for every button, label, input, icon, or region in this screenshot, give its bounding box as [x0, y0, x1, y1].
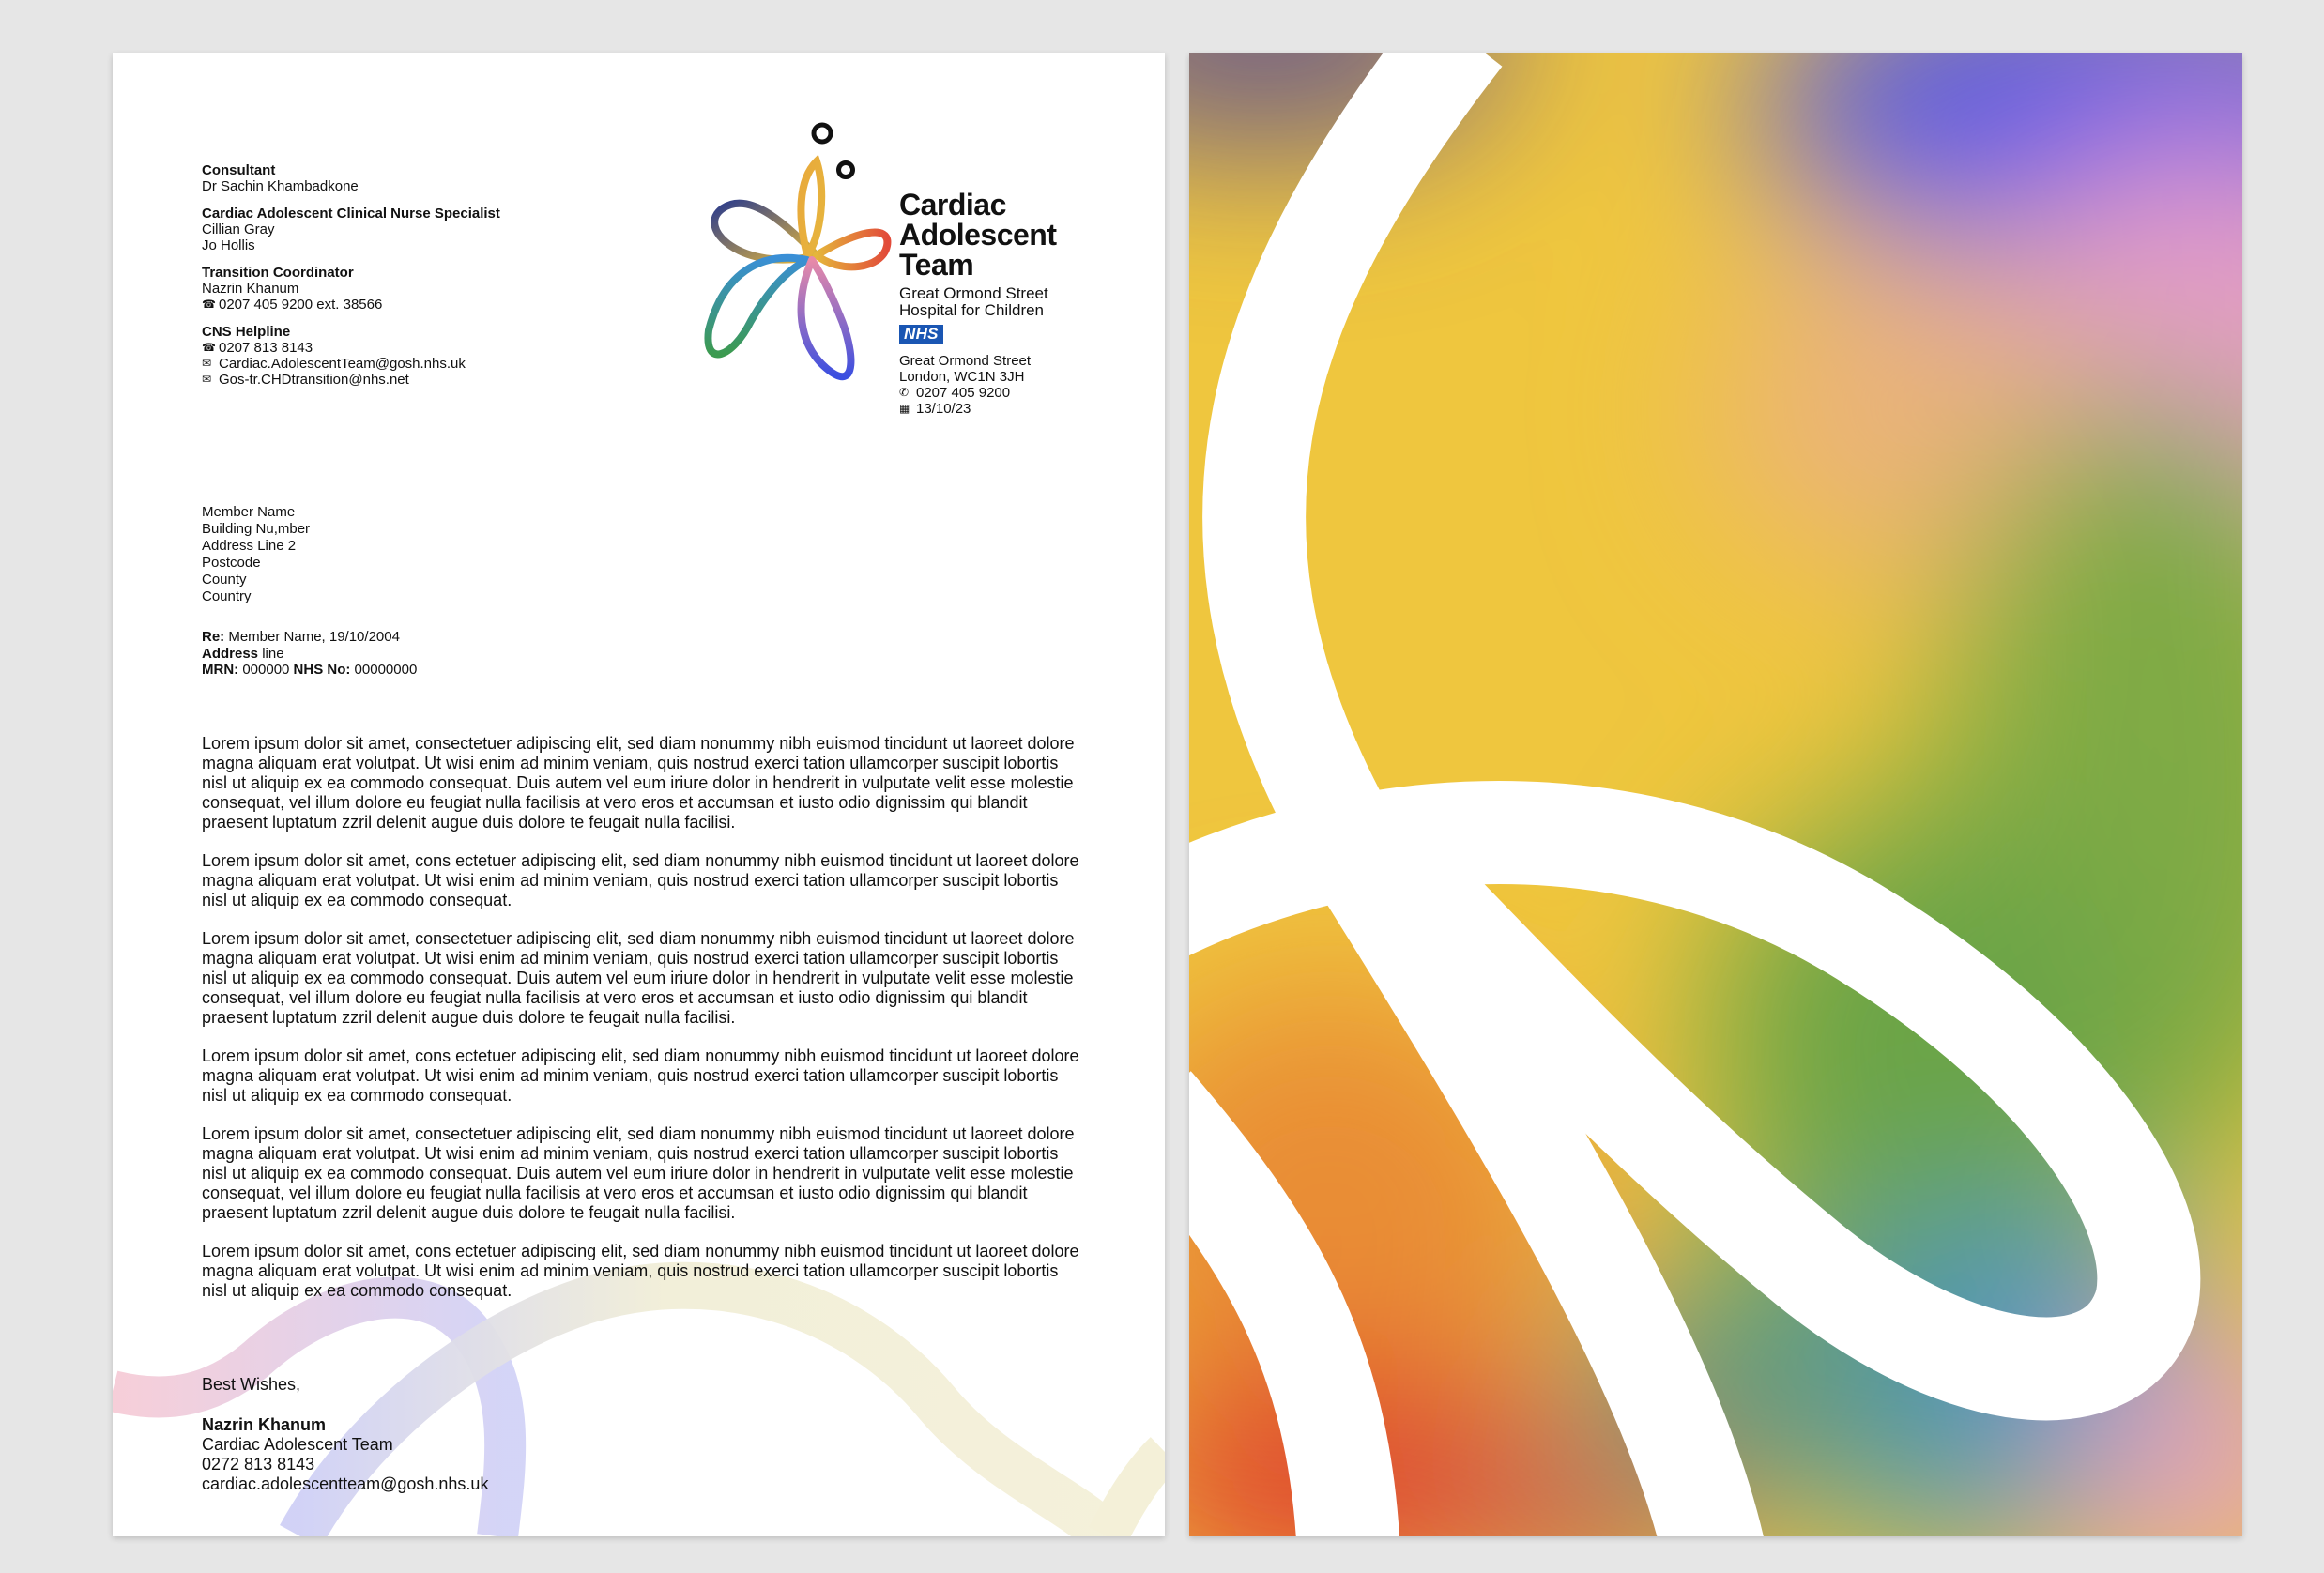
signature-name: Nazrin Khanum	[202, 1415, 327, 1434]
brand-subtitle-line: Hospital for Children	[899, 301, 1045, 319]
letter-body	[202, 734, 1084, 1320]
recipient-line: Member Name	[202, 504, 296, 520]
signature-block	[202, 1415, 488, 1494]
hospital-phone	[899, 385, 1134, 401]
contact-line	[202, 237, 765, 253]
reference-block	[202, 629, 417, 679]
address-city: London, WC1N 3JH	[899, 369, 1025, 385]
contact-line	[202, 178, 765, 194]
reference-address	[202, 646, 417, 663]
re-value: Member Name, 19/10/2004	[224, 629, 400, 645]
nhs-no-value: 00000000	[350, 662, 418, 678]
nhs-logo: NHS	[899, 325, 943, 344]
recipient-line: County	[202, 572, 247, 588]
contact-text: Jo Hollis	[202, 237, 255, 253]
contact-group	[202, 206, 765, 253]
body-paragraph: Lorem ipsum dolor sit amet, cons ectetuer adipiscing elit, sed diam nonummy nibh euismod tincidunt ut laoreet dolore magna aliquam erat volutpat. Ut wisi enim ad minim veniam, quis nostrud exerci tation ullamcorper suscipit lobortis nisl ut aliquip ex ea commodo consequat.	[202, 1046, 1079, 1105]
contact-line	[202, 297, 765, 313]
cover-artwork	[1189, 53, 2242, 1536]
recipient-line: Address Line 2	[202, 538, 297, 554]
cover-page	[1189, 53, 2242, 1536]
address-value: line	[258, 645, 284, 662]
address-street: Great Ormond Street	[899, 353, 1032, 369]
mrn-value: 000000	[238, 662, 294, 678]
contact-line	[202, 221, 765, 237]
recipient-line: Country	[202, 588, 252, 604]
contact-role: Consultant	[202, 162, 276, 178]
signature-phone: 0272 813 8143	[202, 1455, 315, 1474]
brand-title-line: Cardiac	[899, 188, 1006, 221]
recipient-line: Postcode	[202, 555, 261, 571]
contact-text: Dr Sachin Khambadkone	[202, 178, 359, 194]
contact-text: Nazrin Khanum	[202, 281, 299, 297]
logo-area	[685, 86, 1136, 462]
contact-text: 0207 405 9200 ext. 38566	[219, 297, 383, 313]
contact-line	[202, 340, 765, 356]
contact-text: Cardiac.AdolescentTeam@gosh.nhs.uk	[219, 356, 466, 372]
contact-line	[202, 281, 765, 297]
body-paragraph: Lorem ipsum dolor sit amet, consectetuer adipiscing elit, sed diam nonummy nibh euismod tincidunt ut laoreet dolore magna aliquam erat volutpat. Ut wisi enim ad minim veniam, quis nostrud exerci tation ullamcorper suscipit lobortis nisl ut aliquip ex ea commodo consequat. Duis autem vel eum iriure dolor in hendrerit in vulputate velit esse molestie consequat, vel illum dolore eu feugiat nulla facilisis at vero eros et accumsan et iusto odio dignissim qui blandit praesent luptatum zzril delenit augue duis dolore te feugait nulla facilisi.	[202, 1124, 1075, 1222]
signoff: Best Wishes,	[202, 1375, 301, 1394]
hospital-phone-text: 0207 405 9200	[916, 385, 1011, 401]
contact-role: Cardiac Adolescent Clinical Nurse Specialist	[202, 206, 500, 221]
recipient-line: Building Nu,mber	[202, 521, 311, 537]
reference-re	[202, 629, 417, 646]
contact-block	[202, 162, 765, 399]
brand-title-line: Adolescent	[899, 218, 1057, 252]
body-paragraph: Lorem ipsum dolor sit amet, consectetuer adipiscing elit, sed diam nonummy nibh euismod tincidunt ut laoreet dolore magna aliquam erat volutpat. Ut wisi enim ad minim veniam, quis nostrud exerci tation ullamcorper suscipit lobortis nisl ut aliquip ex ea commodo consequat. Duis autem vel eum iriure dolor in hendrerit in vulputate velit esse molestie consequat, vel illum dolore eu feugiat nulla facilisis at vero eros et accumsan et iusto odio dignissim qui blandit praesent luptatum zzril delenit augue duis dolore te feugait nulla facilisi.	[202, 734, 1075, 832]
body-paragraph: Lorem ipsum dolor sit amet, cons ectetuer adipiscing elit, sed diam nonummy nibh euismod tincidunt ut laoreet dolore magna aliquam erat volutpat. Ut wisi enim ad minim veniam, quis nostrud exerci tation ullamcorper suscipit lobortis nisl ut aliquip ex ea commodo consequat.	[202, 851, 1079, 909]
re-label: Re:	[202, 629, 225, 645]
brand-subtitle	[899, 285, 1134, 319]
phone-icon: ✆	[899, 386, 910, 399]
brand-title	[899, 190, 1134, 280]
nhs-no-label: NHS No:	[293, 662, 351, 678]
letter-page	[113, 53, 1165, 1536]
letter-date	[899, 401, 1134, 417]
phone-icon: ☎	[202, 341, 216, 354]
cardiac-team-logo	[685, 86, 901, 424]
brand-subtitle-line: Great Ormond Street	[899, 284, 1048, 302]
contact-text: Cillian Gray	[202, 221, 275, 237]
mail-icon: ✉	[202, 357, 212, 370]
contact-text: 0207 813 8143	[219, 340, 313, 356]
recipient-address	[202, 504, 310, 605]
signature-email: cardiac.adolescentteam@gosh.nhs.uk	[202, 1474, 489, 1493]
body-paragraph: Lorem ipsum dolor sit amet, cons ectetuer adipiscing elit, sed diam nonummy nibh euismod tincidunt ut laoreet dolore magna aliquam erat volutpat. Ut wisi enim ad minim veniam, quis nostrud exerci tation ullamcorper suscipit lobortis nisl ut aliquip ex ea commodo consequat.	[202, 1242, 1079, 1300]
brand-title-line: Team	[899, 248, 974, 282]
mrn-label: MRN:	[202, 662, 239, 678]
phone-icon: ☎	[202, 298, 216, 311]
hospital-address	[899, 353, 1134, 417]
body-paragraph: Lorem ipsum dolor sit amet, consectetuer adipiscing elit, sed diam nonummy nibh euismod tincidunt ut laoreet dolore magna aliquam erat volutpat. Ut wisi enim ad minim veniam, quis nostrud exerci tation ullamcorper suscipit lobortis nisl ut aliquip ex ea commodo consequat. Duis autem vel eum iriure dolor in hendrerit in vulputate velit esse molestie consequat, vel illum dolore eu feugiat nulla facilisis at vero eros et accumsan et iusto odio dignissim qui blandit praesent luptatum zzril delenit augue duis dolore te feugait nulla facilisi.	[202, 929, 1075, 1027]
signature-team: Cardiac Adolescent Team	[202, 1435, 393, 1454]
calendar-icon: ▦	[899, 402, 910, 415]
contact-role: CNS Helpline	[202, 324, 291, 340]
letter-date-text: 13/10/23	[916, 401, 971, 417]
address-label: Address	[202, 645, 259, 662]
contact-group	[202, 162, 765, 194]
contact-line	[202, 356, 765, 372]
brand-block	[899, 190, 1134, 417]
reference-numbers	[202, 662, 417, 679]
mail-icon: ✉	[202, 373, 212, 386]
contact-group	[202, 324, 765, 388]
contact-group	[202, 265, 765, 313]
contact-line	[202, 372, 765, 388]
contact-role: Transition Coordinator	[202, 265, 354, 281]
contact-text: Gos-tr.CHDtransition@nhs.net	[219, 372, 409, 388]
